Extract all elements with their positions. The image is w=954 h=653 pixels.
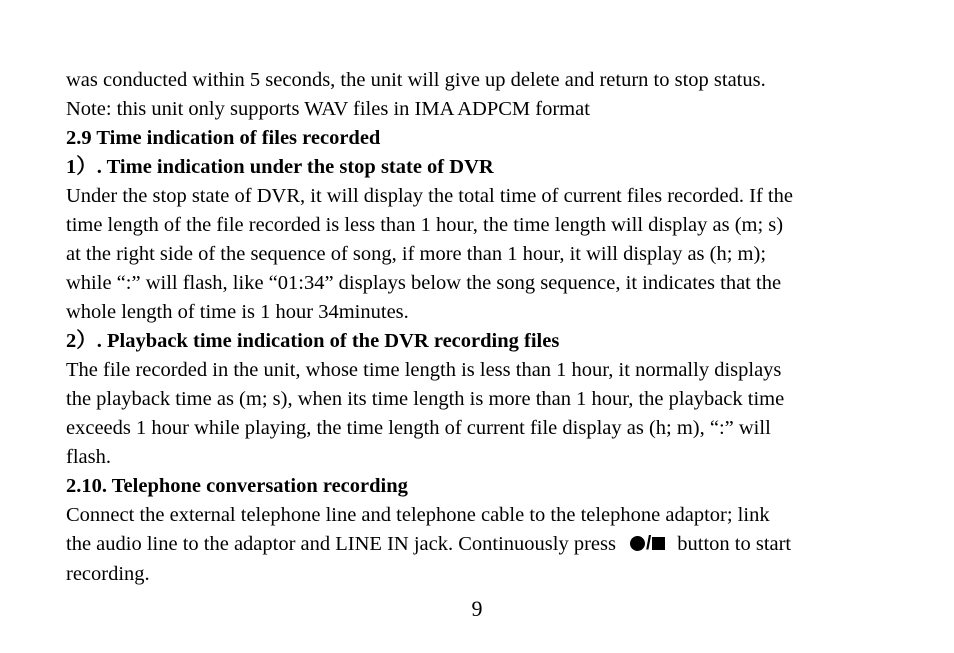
section-heading: 1）. Time indication under the stop state of DVR	[66, 156, 494, 178]
body-line: while “:” will flash, like “01:34” displays below the song sequence, it indicates that the	[66, 272, 782, 294]
body-line: The file recorded in the unit, whose time length is less than 1 hour, it normally displays	[66, 359, 782, 381]
body-line: Under the stop state of DVR, it will display the total time of current files recorded. If the	[66, 185, 793, 207]
document-page	[66, 66, 896, 589]
page-number: 9	[471, 596, 483, 621]
body-line: flash.	[66, 446, 111, 468]
record-instruction-after: button to start	[677, 533, 792, 555]
record-instruction-before: the audio line to the adaptor and LINE IN jack. Continuously press	[66, 533, 616, 555]
body-line-last: recording.	[66, 563, 150, 586]
slash-separator: /	[645, 533, 652, 555]
body-line: time length of the file recorded is less than 1 hour, the time length will display as (m; s)	[66, 214, 784, 236]
body-line: was conducted within 5 seconds, the unit will give up delete and return to stop status.	[66, 69, 766, 91]
body-line: Connect the external telephone line and telephone cable to the telephone adaptor; link	[66, 504, 770, 526]
record-dot-icon	[630, 536, 645, 551]
section-heading: 2.10. Telephone conversation recording	[66, 475, 408, 497]
body-line: whole length of time is 1 hour 34minutes.	[66, 301, 409, 323]
document-body	[66, 66, 896, 530]
body-line-record-instruction	[66, 530, 896, 560]
section-heading: 2.9 Time indication of files recorded	[66, 127, 381, 149]
body-line: exceeds 1 hour while playing, the time length of current file display as (h; m), “:” will	[66, 417, 771, 439]
section-heading: 2）. Playback time indication of the DVR recording files	[66, 330, 560, 352]
body-line: Note: this unit only supports WAV files in IMA ADPCM format	[66, 98, 590, 120]
record-stop-button-symbol	[630, 528, 665, 558]
body-line: the playback time as (m; s), when its time length is more than 1 hour, the playback time	[66, 388, 785, 410]
stop-square-icon	[652, 537, 665, 550]
body-line: at the right side of the sequence of song, if more than 1 hour, it will display as (h; m);	[66, 243, 767, 265]
